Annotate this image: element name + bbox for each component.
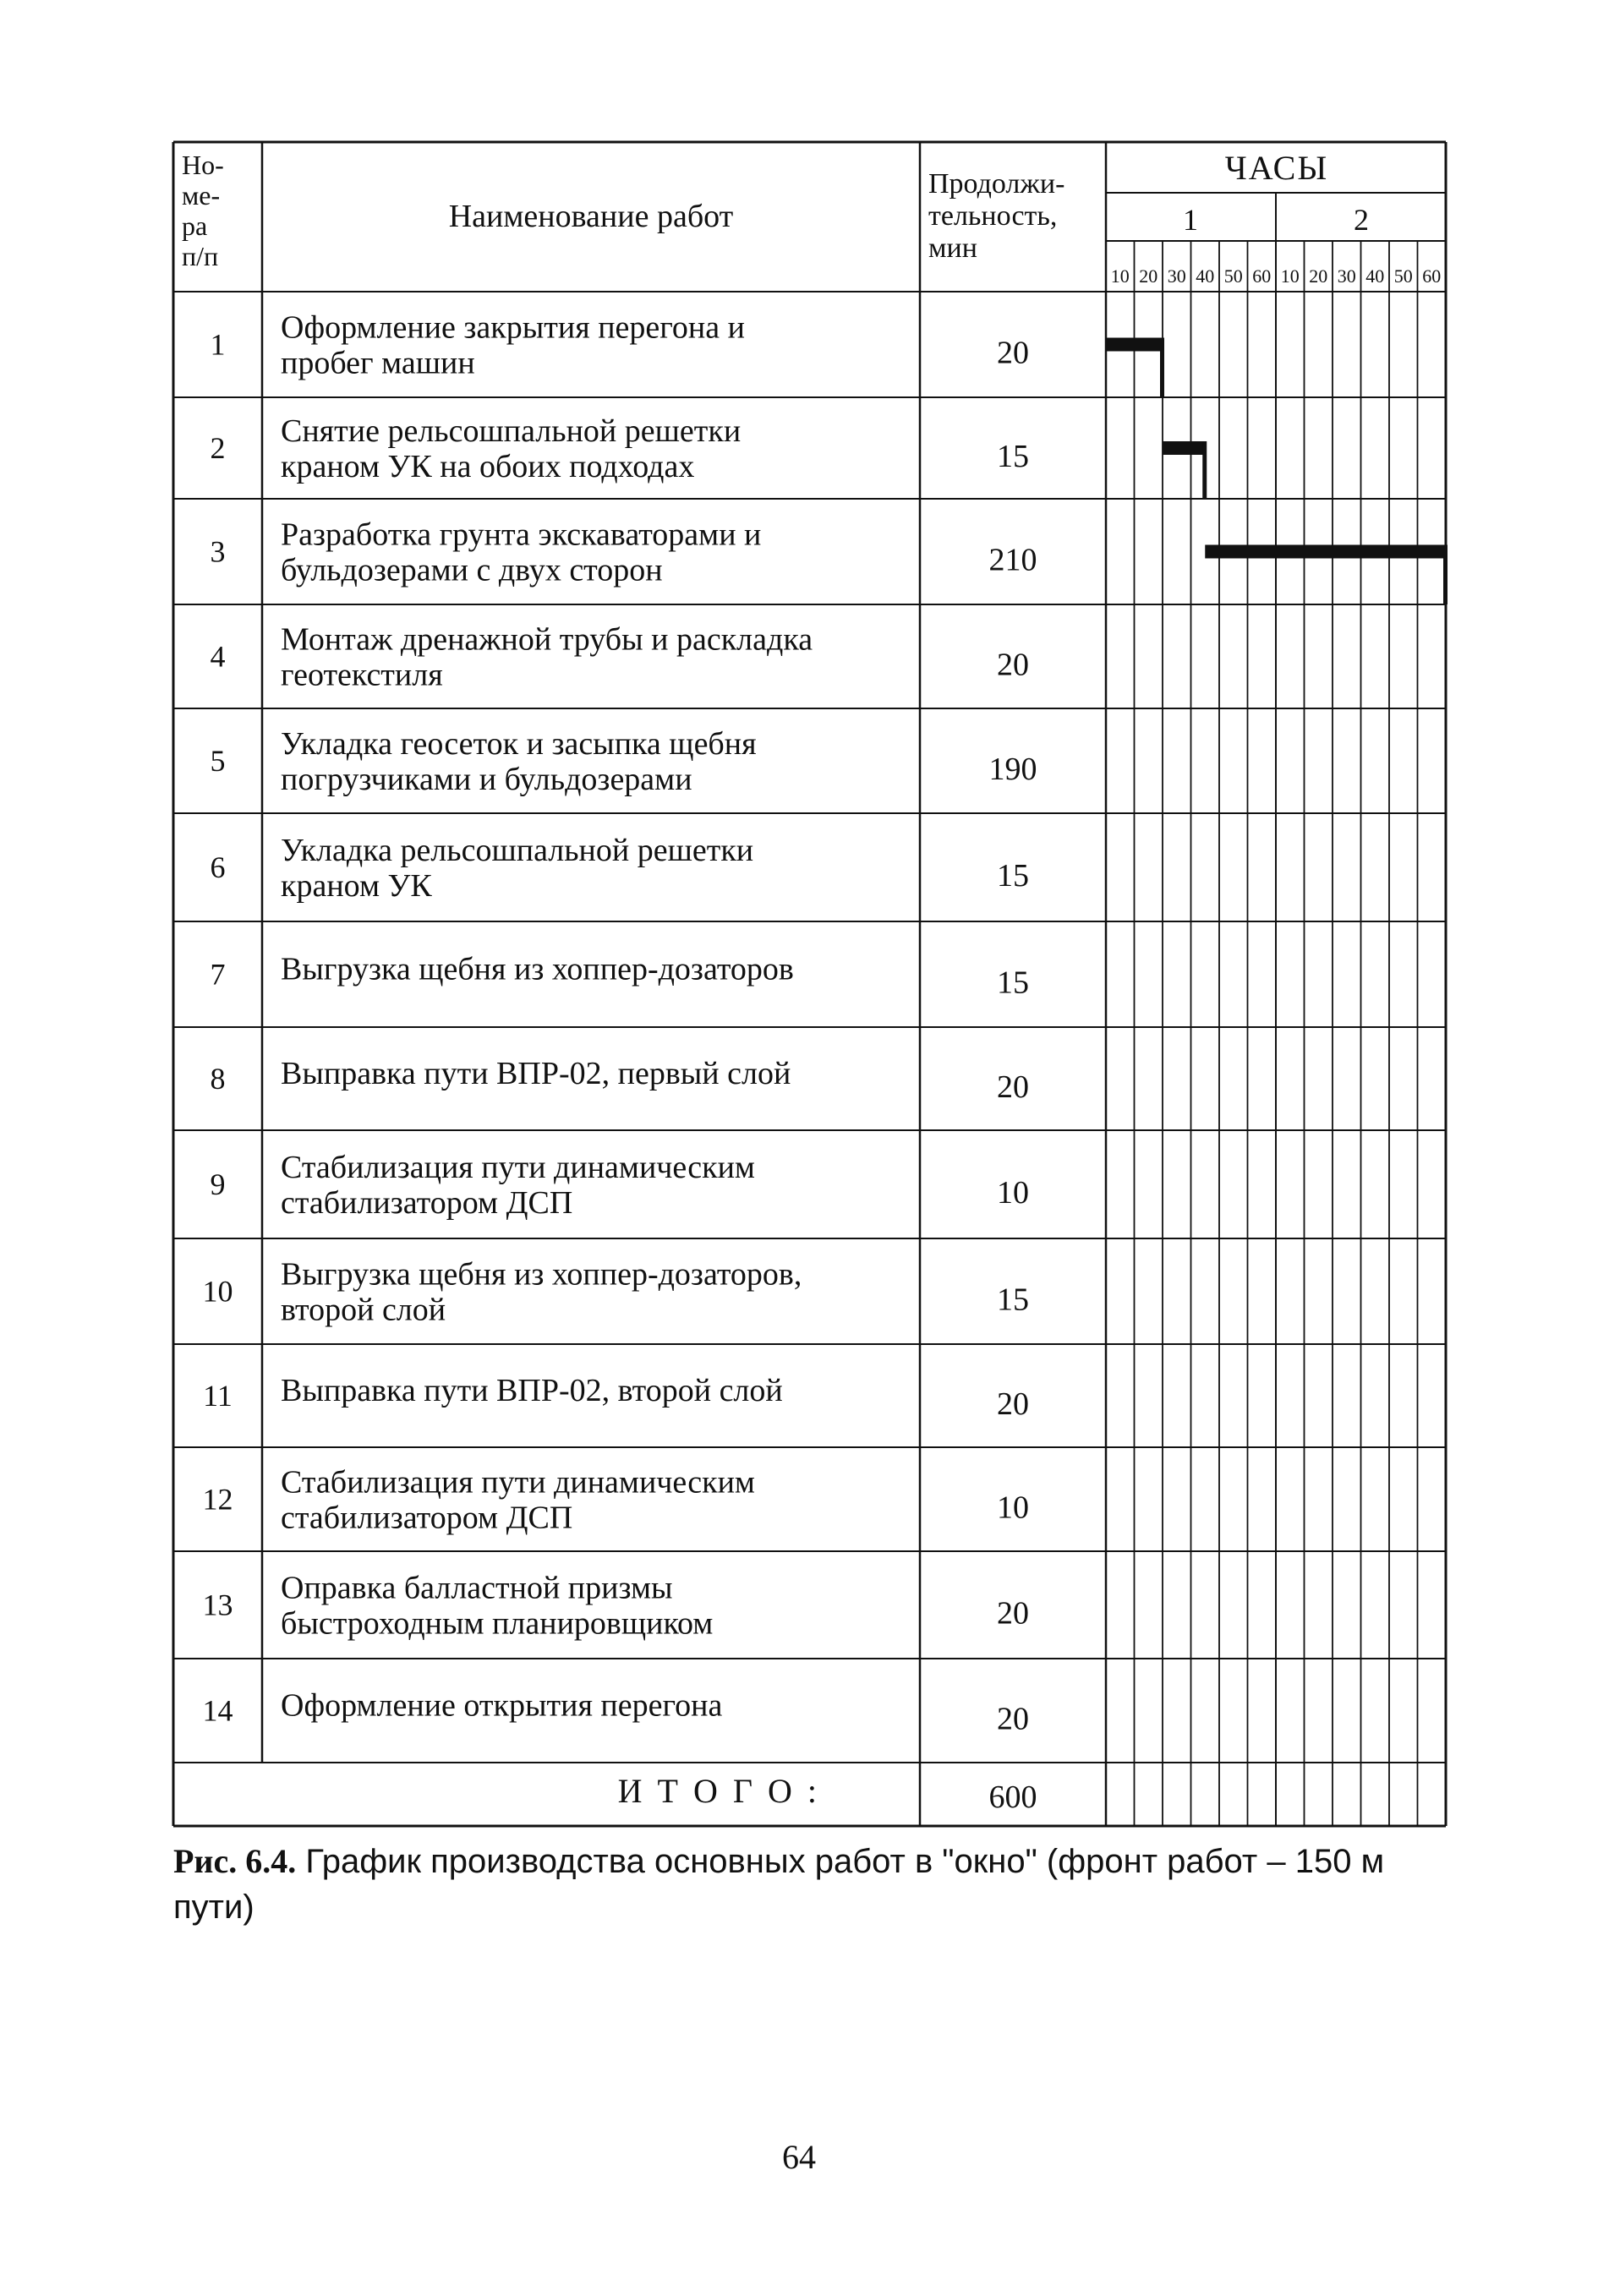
row-work-name: Выправка пути ВПР-02, первый слой [281, 1056, 791, 1091]
row-work-name: Монтаж дренажной трубы и раскладка [281, 621, 813, 658]
minute-tick-label: 10 [1280, 265, 1300, 287]
row-number: 1 [210, 327, 226, 362]
gantt-bar [1163, 441, 1205, 455]
row-number: 6 [210, 850, 226, 884]
header-number-label: Но- [182, 150, 224, 180]
row-duration: 190 [988, 752, 1037, 787]
row-number: 13 [202, 1588, 233, 1622]
row-work-name: Укладка геосеток и засыпка щебня [281, 726, 757, 762]
minute-tick-label: 40 [1196, 265, 1215, 287]
minute-tick-label: 50 [1223, 265, 1243, 287]
row-work-name: Выгрузка щебня из хоппер-дозаторов, [281, 1256, 802, 1293]
row-work-name: Оформление закрытия перегона и [281, 309, 745, 346]
row-duration: 15 [997, 1282, 1029, 1318]
minute-tick-label: 30 [1337, 265, 1356, 287]
row-work-name: краном УК на обоих подходах [281, 449, 695, 484]
header-hours-label: ЧАСЫ [1224, 149, 1329, 187]
gantt-connector [1202, 441, 1207, 499]
row-work-name: Укладка рельсошпальной решетки [281, 833, 754, 868]
row-duration: 20 [997, 1595, 1029, 1632]
row-number: 9 [210, 1167, 226, 1201]
caption-text: График производства основных работ в "окно" (фронт работ – 150 м пути) [173, 1843, 1385, 1926]
row-number: 4 [210, 639, 226, 674]
row-number: 10 [202, 1274, 233, 1309]
row-work-name: Снятие рельсошпальной решетки [281, 413, 742, 449]
minute-tick-label: 30 [1167, 265, 1186, 287]
row-work-name: второй слой [281, 1292, 446, 1328]
header-duration-label: тельность, [928, 200, 1058, 232]
row-number: 5 [210, 744, 226, 778]
row-work-name: стабилизатором ДСП [281, 1185, 573, 1221]
minute-tick-label: 20 [1139, 265, 1158, 287]
header-number-label: ра [182, 210, 208, 241]
gantt-connector [1160, 338, 1164, 398]
row-number: 3 [210, 534, 226, 569]
row-work-name: бульдозерами с двух сторон [281, 552, 663, 588]
page-number: 64 [782, 2138, 816, 2176]
minute-tick-label: 60 [1252, 265, 1272, 287]
header-number-label: ме- [182, 180, 221, 210]
minute-tick-label: 60 [1422, 265, 1442, 287]
row-work-name: Выправка пути ВПР-02, второй слой [281, 1373, 783, 1408]
row-work-name: Оформление открытия перегона [281, 1687, 723, 1724]
row-number: 8 [210, 1062, 226, 1096]
row-work-name: Оправка балластной призмы [281, 1570, 673, 1606]
header-duration-label: Продолжи- [928, 168, 1065, 200]
header-hour-label: 1 [1183, 203, 1198, 237]
row-number: 12 [202, 1482, 233, 1517]
row-work-name: Стабилизация пути динамическим [281, 1464, 755, 1501]
row-work-name: Стабилизация пути динамическим [281, 1150, 755, 1185]
row-work-name: стабилизатором ДСП [281, 1500, 573, 1536]
gantt-bar [1106, 338, 1163, 352]
row-duration: 15 [997, 858, 1029, 894]
row-work-name: краном УК [281, 868, 432, 904]
minute-tick-label: 10 [1110, 265, 1130, 287]
minute-tick-label: 40 [1365, 265, 1385, 287]
row-duration: 10 [997, 1175, 1029, 1211]
row-number: 2 [210, 431, 226, 465]
row-duration: 210 [988, 542, 1037, 578]
caption-label: Рис. 6.4. [173, 1842, 297, 1880]
gantt-bar [1205, 545, 1446, 559]
row-work-name: быстроходным планировщиком [281, 1605, 714, 1642]
header-hour-label: 2 [1354, 203, 1369, 237]
row-duration: 20 [997, 1701, 1029, 1737]
total-label: И Т О Г О : [617, 1772, 820, 1810]
total-value: 600 [988, 1779, 1037, 1815]
row-work-name: погрузчиками и бульдозерами [281, 762, 692, 797]
row-duration: 20 [997, 335, 1029, 371]
row-duration: 15 [997, 439, 1029, 474]
row-duration: 20 [997, 1386, 1029, 1422]
row-duration: 15 [997, 965, 1029, 1001]
figure-caption [173, 1839, 1458, 1930]
row-work-name: Разработка грунта экскаваторами и [281, 517, 762, 553]
row-work-name: геотекстиля [281, 657, 443, 693]
row-work-name: Выгрузка щебня из хоппер-дозаторов [281, 951, 794, 987]
row-number: 7 [210, 957, 226, 992]
row-duration: 10 [997, 1490, 1029, 1526]
minute-tick-label: 50 [1393, 265, 1413, 287]
minute-tick-label: 20 [1309, 265, 1328, 287]
header-number-label: п/п [182, 241, 219, 271]
row-number: 14 [202, 1693, 233, 1728]
gantt-connector [1443, 545, 1448, 605]
header-name-label: Наименование работ [448, 199, 734, 234]
row-duration: 20 [997, 1069, 1029, 1105]
row-number: 11 [203, 1379, 233, 1413]
header-duration-label: мин [928, 232, 977, 264]
row-duration: 20 [997, 647, 1029, 683]
row-work-name: пробег машин [281, 345, 475, 381]
